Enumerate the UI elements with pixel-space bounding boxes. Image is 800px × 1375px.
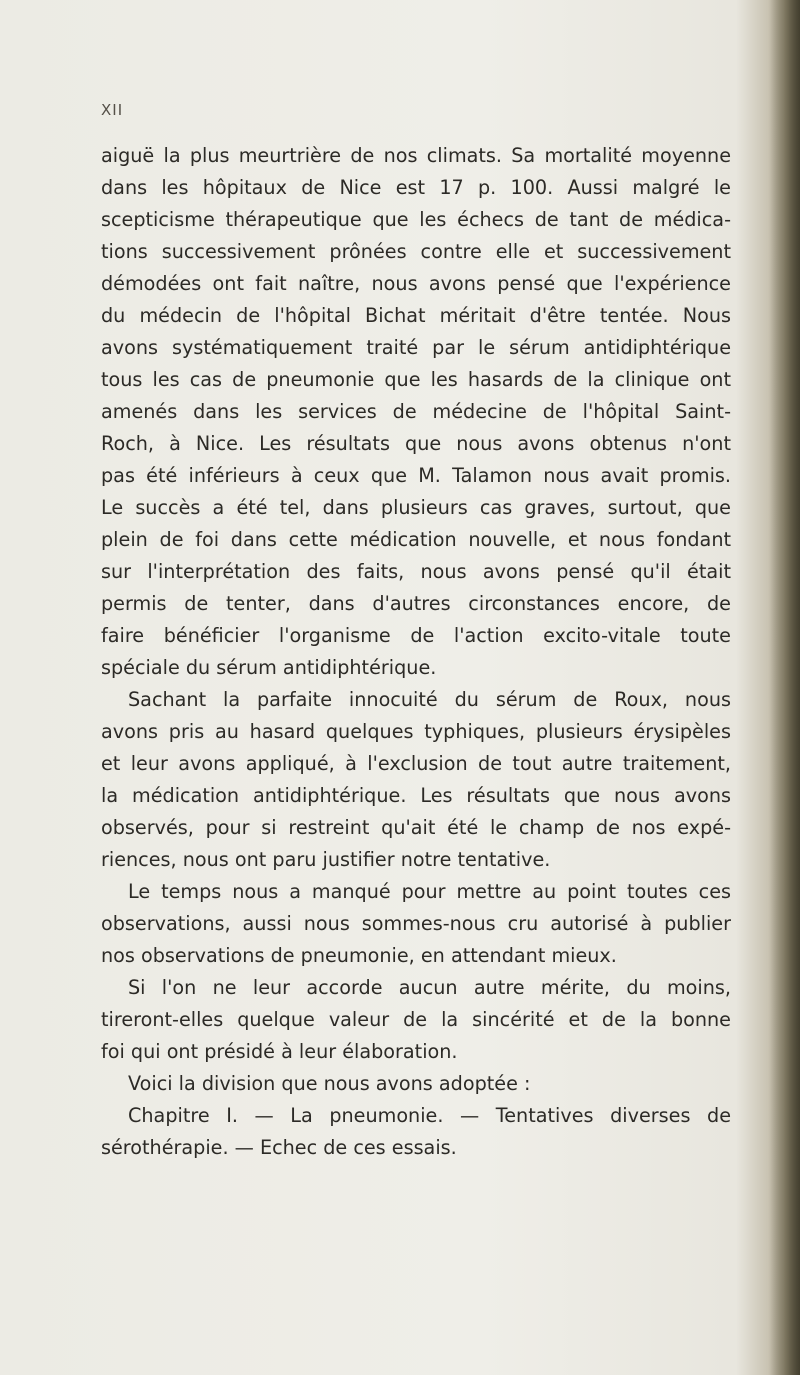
page-binding-edge — [770, 0, 800, 1375]
page-number: XII — [101, 101, 124, 119]
text-line: Si l'on ne leur accorde aucun autre mérite, du moins, — [128, 976, 731, 999]
text-line: du médecin de l'hôpital Bichat méritait d'être tentée. Nous — [101, 304, 731, 327]
text-line: avons pris au hasard quelques typhiques, plusieurs érysipèles — [101, 720, 731, 743]
text-line: avons systématiquement traité par le sérum antidiphtérique — [101, 336, 731, 359]
text-line: tous les cas de pneumonie que les hasards de la clinique ont — [101, 368, 731, 391]
text-line: riences, nous ont paru justifier notre tentative. — [101, 848, 551, 871]
text-line: sur l'interprétation des faits, nous avons pensé qu'il était — [101, 560, 731, 583]
text-line: Le temps nous a manqué pour mettre au point toutes ces — [128, 880, 731, 903]
text-line: permis de tenter, dans d'autres circonstances encore, de — [101, 592, 731, 615]
text-line: démodées ont fait naître, nous avons pensé que l'expérience — [101, 272, 731, 295]
text-line: dans les hôpitaux de Nice est 17 p. 100. Aussi malgré le — [101, 176, 731, 199]
text-line: nos observations de pneumonie, en attendant mieux. — [101, 944, 617, 967]
text-line: scepticisme thérapeutique que les échecs de tant de médica- — [101, 208, 731, 231]
text-line: Sachant la parfaite innocuité du sérum de Roux, nous — [128, 688, 731, 711]
text-line: plein de foi dans cette médication nouvelle, et nous fondant — [101, 528, 731, 551]
text-line: faire bénéficier l'organisme de l'action excito-vitale toute — [101, 624, 731, 647]
text-line: Roch, à Nice. Les résultats que nous avons obtenus n'ont — [101, 432, 731, 455]
text-line: Voici la division que nous avons adoptée : — [128, 1072, 531, 1095]
text-line: sérothérapie. — Echec de ces essais. — [101, 1136, 457, 1159]
text-line: Chapitre I. — La pneumonie. — Tentatives diverses de — [128, 1104, 731, 1127]
text-line: observations, aussi nous sommes-nous cru autorisé à publier — [101, 912, 731, 935]
text-line: amenés dans les services de médecine de l'hôpital Saint- — [101, 400, 731, 423]
text-line: et leur avons appliqué, à l'exclusion de tout autre traitement, — [101, 752, 731, 775]
text-line: spéciale du sérum antidiphtérique. — [101, 656, 437, 679]
text-line: Le succès a été tel, dans plusieurs cas graves, surtout, que — [101, 496, 731, 519]
text-line: tions successivement prônées contre elle et successivement — [101, 240, 731, 263]
body-text — [101, 140, 731, 1164]
text-line: foi qui ont présidé à leur élaboration. — [101, 1040, 458, 1063]
text-line: la médication antidiphtérique. Les résultats que nous avons — [101, 784, 731, 807]
text-line: pas été inférieurs à ceux que M. Talamon nous avait promis. — [101, 464, 731, 487]
text-line: observés, pour si restreint qu'ait été le champ de nos expé- — [101, 816, 731, 839]
text-line: tireront-elles quelque valeur de la sincérité et de la bonne — [101, 1008, 731, 1031]
text-line: aiguë la plus meurtrière de nos climats. Sa mortalité moyenne — [101, 144, 731, 167]
